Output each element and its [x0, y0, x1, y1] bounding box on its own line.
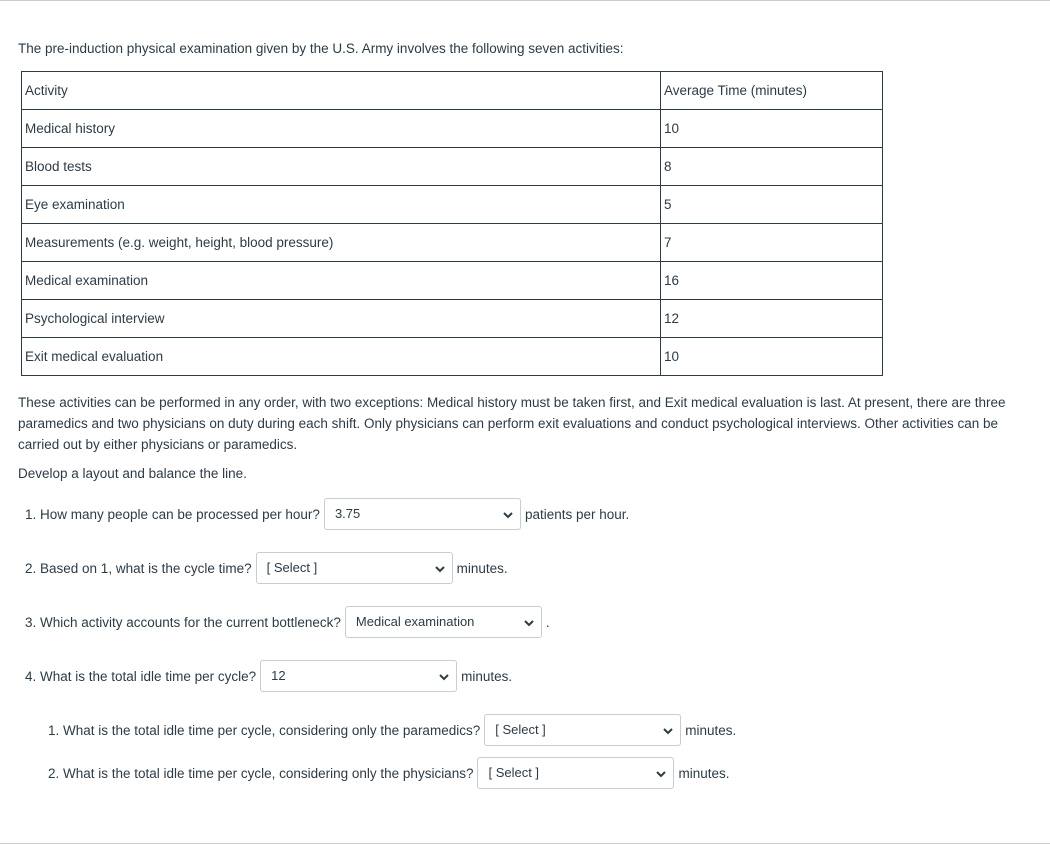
bottom-divider	[0, 843, 1050, 844]
question-1	[25, 498, 629, 530]
question-2	[25, 552, 508, 584]
select-value: 12	[271, 668, 286, 683]
question-suffix: minutes.	[685, 722, 737, 738]
chevron-down-icon	[523, 617, 535, 629]
description-paragraph: These activities can be performed in any order, with two exceptions: Medical history must be taken first, and Exit medical evaluation is last. At present, there are three paramedics and two physicians on duty during each shift. Only physicians can perform exit evaluations and conduct psychological interviews. Other activities can be carried out by either physicians or paramedics.	[18, 395, 1006, 452]
chevron-down-icon	[438, 671, 450, 683]
answer-select-q2[interactable]	[256, 552, 453, 584]
question-suffix: minutes.	[456, 560, 508, 576]
header-average-time: Average Time (minutes)	[661, 72, 883, 110]
table-header-row	[22, 72, 883, 110]
table-row	[22, 110, 883, 148]
time-cell: 5	[661, 186, 883, 224]
answer-select-q1[interactable]	[324, 498, 521, 530]
chevron-down-icon	[502, 509, 514, 521]
activity-cell: Psychological interview	[22, 300, 661, 338]
select-value: [ Select ]	[266, 560, 318, 575]
question-label: 2. Based on 1, what is the cycle time?	[25, 560, 252, 576]
table-row	[22, 148, 883, 186]
answer-select-q4[interactable]	[260, 660, 457, 692]
time-cell: 12	[661, 300, 883, 338]
subquestion-2	[48, 757, 730, 789]
question-label: 4. What is the total idle time per cycle?	[25, 668, 257, 684]
header-activity: Activity	[22, 72, 661, 110]
select-value: [ Select ]	[495, 722, 546, 737]
table-row	[22, 300, 883, 338]
select-value: 3.75	[334, 506, 361, 521]
question-label: 1. How many people can be processed per hour?	[25, 506, 320, 522]
subquestion-1	[48, 714, 736, 746]
activity-cell: Blood tests	[22, 148, 661, 186]
table-row	[22, 262, 883, 300]
question-suffix: patients per hour.	[524, 506, 630, 522]
chevron-down-icon	[655, 768, 667, 780]
top-divider	[0, 0, 1050, 1]
answer-select-physicians[interactable]	[477, 757, 674, 789]
question-label: 3. Which activity accounts for the current bottleneck?	[25, 614, 341, 630]
activity-cell: Measurements (e.g. weight, height, blood pressure)	[22, 224, 661, 262]
question-label: 1. What is the total idle time per cycle, considering only the paramedics?	[48, 722, 481, 738]
activity-table	[21, 71, 883, 376]
activity-cell: Eye examination	[22, 186, 661, 224]
question-3	[25, 606, 550, 638]
question-label: 2. What is the total idle time per cycle, considering only the physicians?	[48, 765, 474, 781]
table-row	[22, 338, 883, 376]
activity-cell: Medical examination	[22, 262, 661, 300]
chevron-down-icon	[434, 563, 446, 575]
time-cell: 10	[661, 110, 883, 148]
answer-select-q3[interactable]	[345, 606, 542, 638]
activity-cell: Medical history	[22, 110, 661, 148]
time-cell: 8	[661, 148, 883, 186]
answer-select-paramedics[interactable]	[484, 714, 681, 746]
question-suffix: minutes.	[461, 668, 513, 684]
select-value: Medical examination	[355, 614, 475, 629]
select-value: [ Select ]	[488, 765, 540, 780]
time-cell: 10	[661, 338, 883, 376]
question-4	[25, 660, 512, 692]
question-suffix: minutes.	[678, 765, 730, 781]
activity-cell: Exit medical evaluation	[22, 338, 661, 376]
instruction-text: Develop a layout and balance the line.	[18, 466, 247, 481]
table-row	[22, 224, 883, 262]
chevron-down-icon	[662, 725, 674, 737]
time-cell: 16	[661, 262, 883, 300]
intro-text: The pre-induction physical examination given by the U.S. Army involves the following seven activities:	[18, 41, 624, 56]
time-cell: 7	[661, 224, 883, 262]
question-suffix: .	[545, 614, 550, 630]
table-row	[22, 186, 883, 224]
